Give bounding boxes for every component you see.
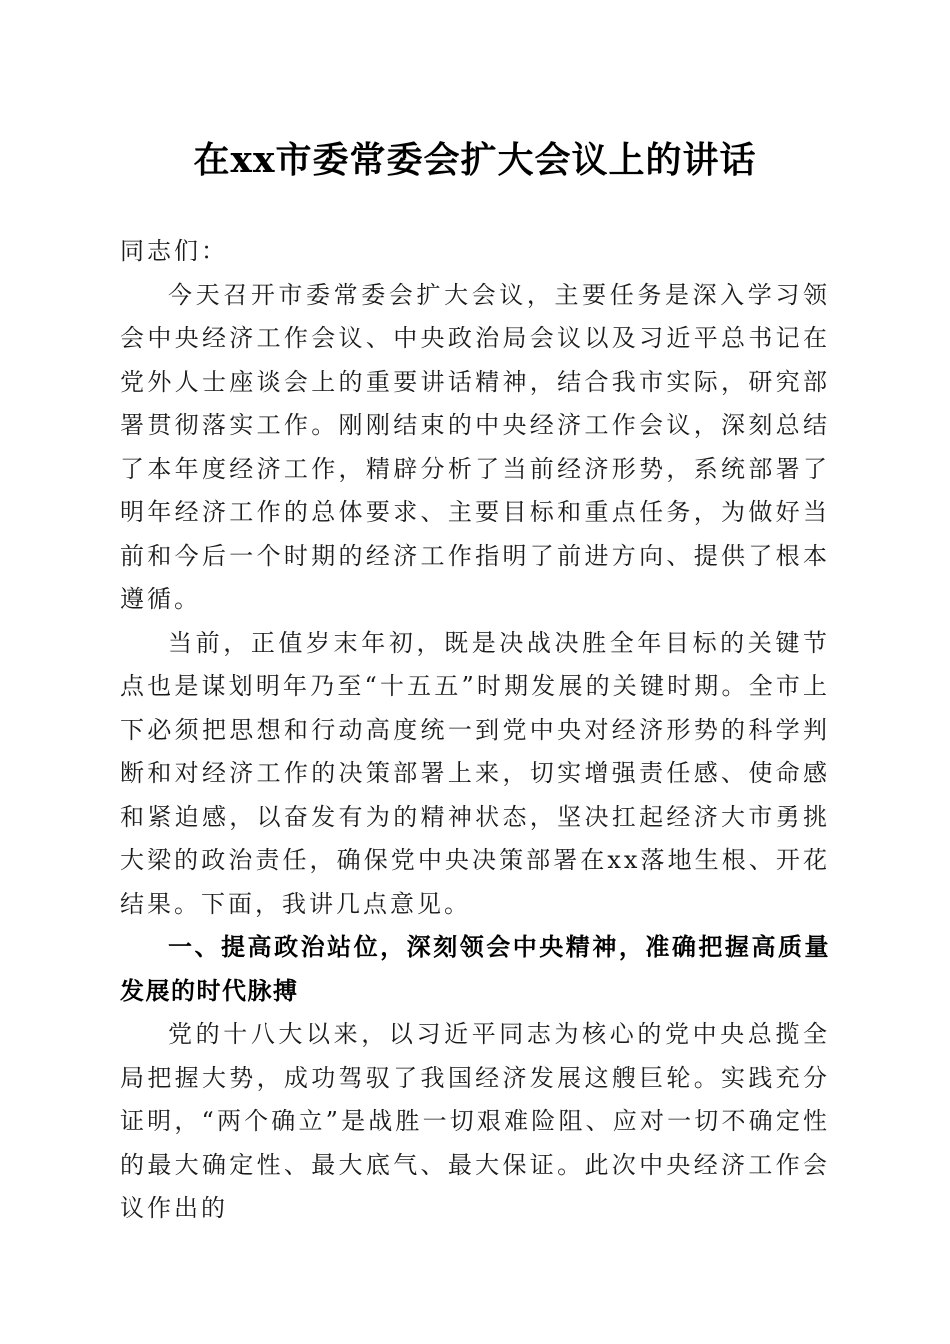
paragraph-intro: 今天召开市委常委会扩大会议，主要任务是深入学习领会中央经济工作会议、中央政治局会议以及习近平总书记在党外人士座谈会上的重要讲话精神，结合我市实际，研究部署贯彻落实工作。刚刚结束的中央经济工作会议，深刻总结了本年度经济工作，精辟分析了当前经济形势，系统部署了明年经济工作的总体要求、主要目标和重点任务，为做好当前和今后一个时期的经济工作指明了前进方向、提供了根本遵循。 [120,280,830,613]
paragraph-current-situation: 当前，正值岁末年初，既是决战决胜全年目标的关键节点也是谋划明年乃至“十五五”时期发展的关键时期。全市上下必须把思想和行动高度统一到党中央对经济形势的科学判断和对经济工作的决策部署上来，切实增强责任感、使命感和紧迫感，以奋发有为的精神状态，坚决扛起经济大市勇挑大梁的政治责任，确保党中央决策部署在xx落地生根、开花结果。下面，我讲几点意见。 [120,628,830,918]
document-body [120,230,830,1231]
salutation: 同志们： [120,237,228,265]
document-title: 在xx市委常委会扩大会议上的讲话 [193,139,757,181]
section-heading-1: 一、提高政治站位，深刻领会中央精神，准确把握高质量发展的时代脉搏 [120,933,830,1005]
paragraph-section-1: 党的十八大以来，以习近平同志为核心的党中央总揽全局把握大势，成功驾驭了我国经济发展这艘巨轮。实践充分证明，“两个确立”是战胜一切艰难险阻、应对一切不确定性的最大确定性、最大底气、最大保证。此次中央经济工作会议作出的 [120,1020,830,1222]
